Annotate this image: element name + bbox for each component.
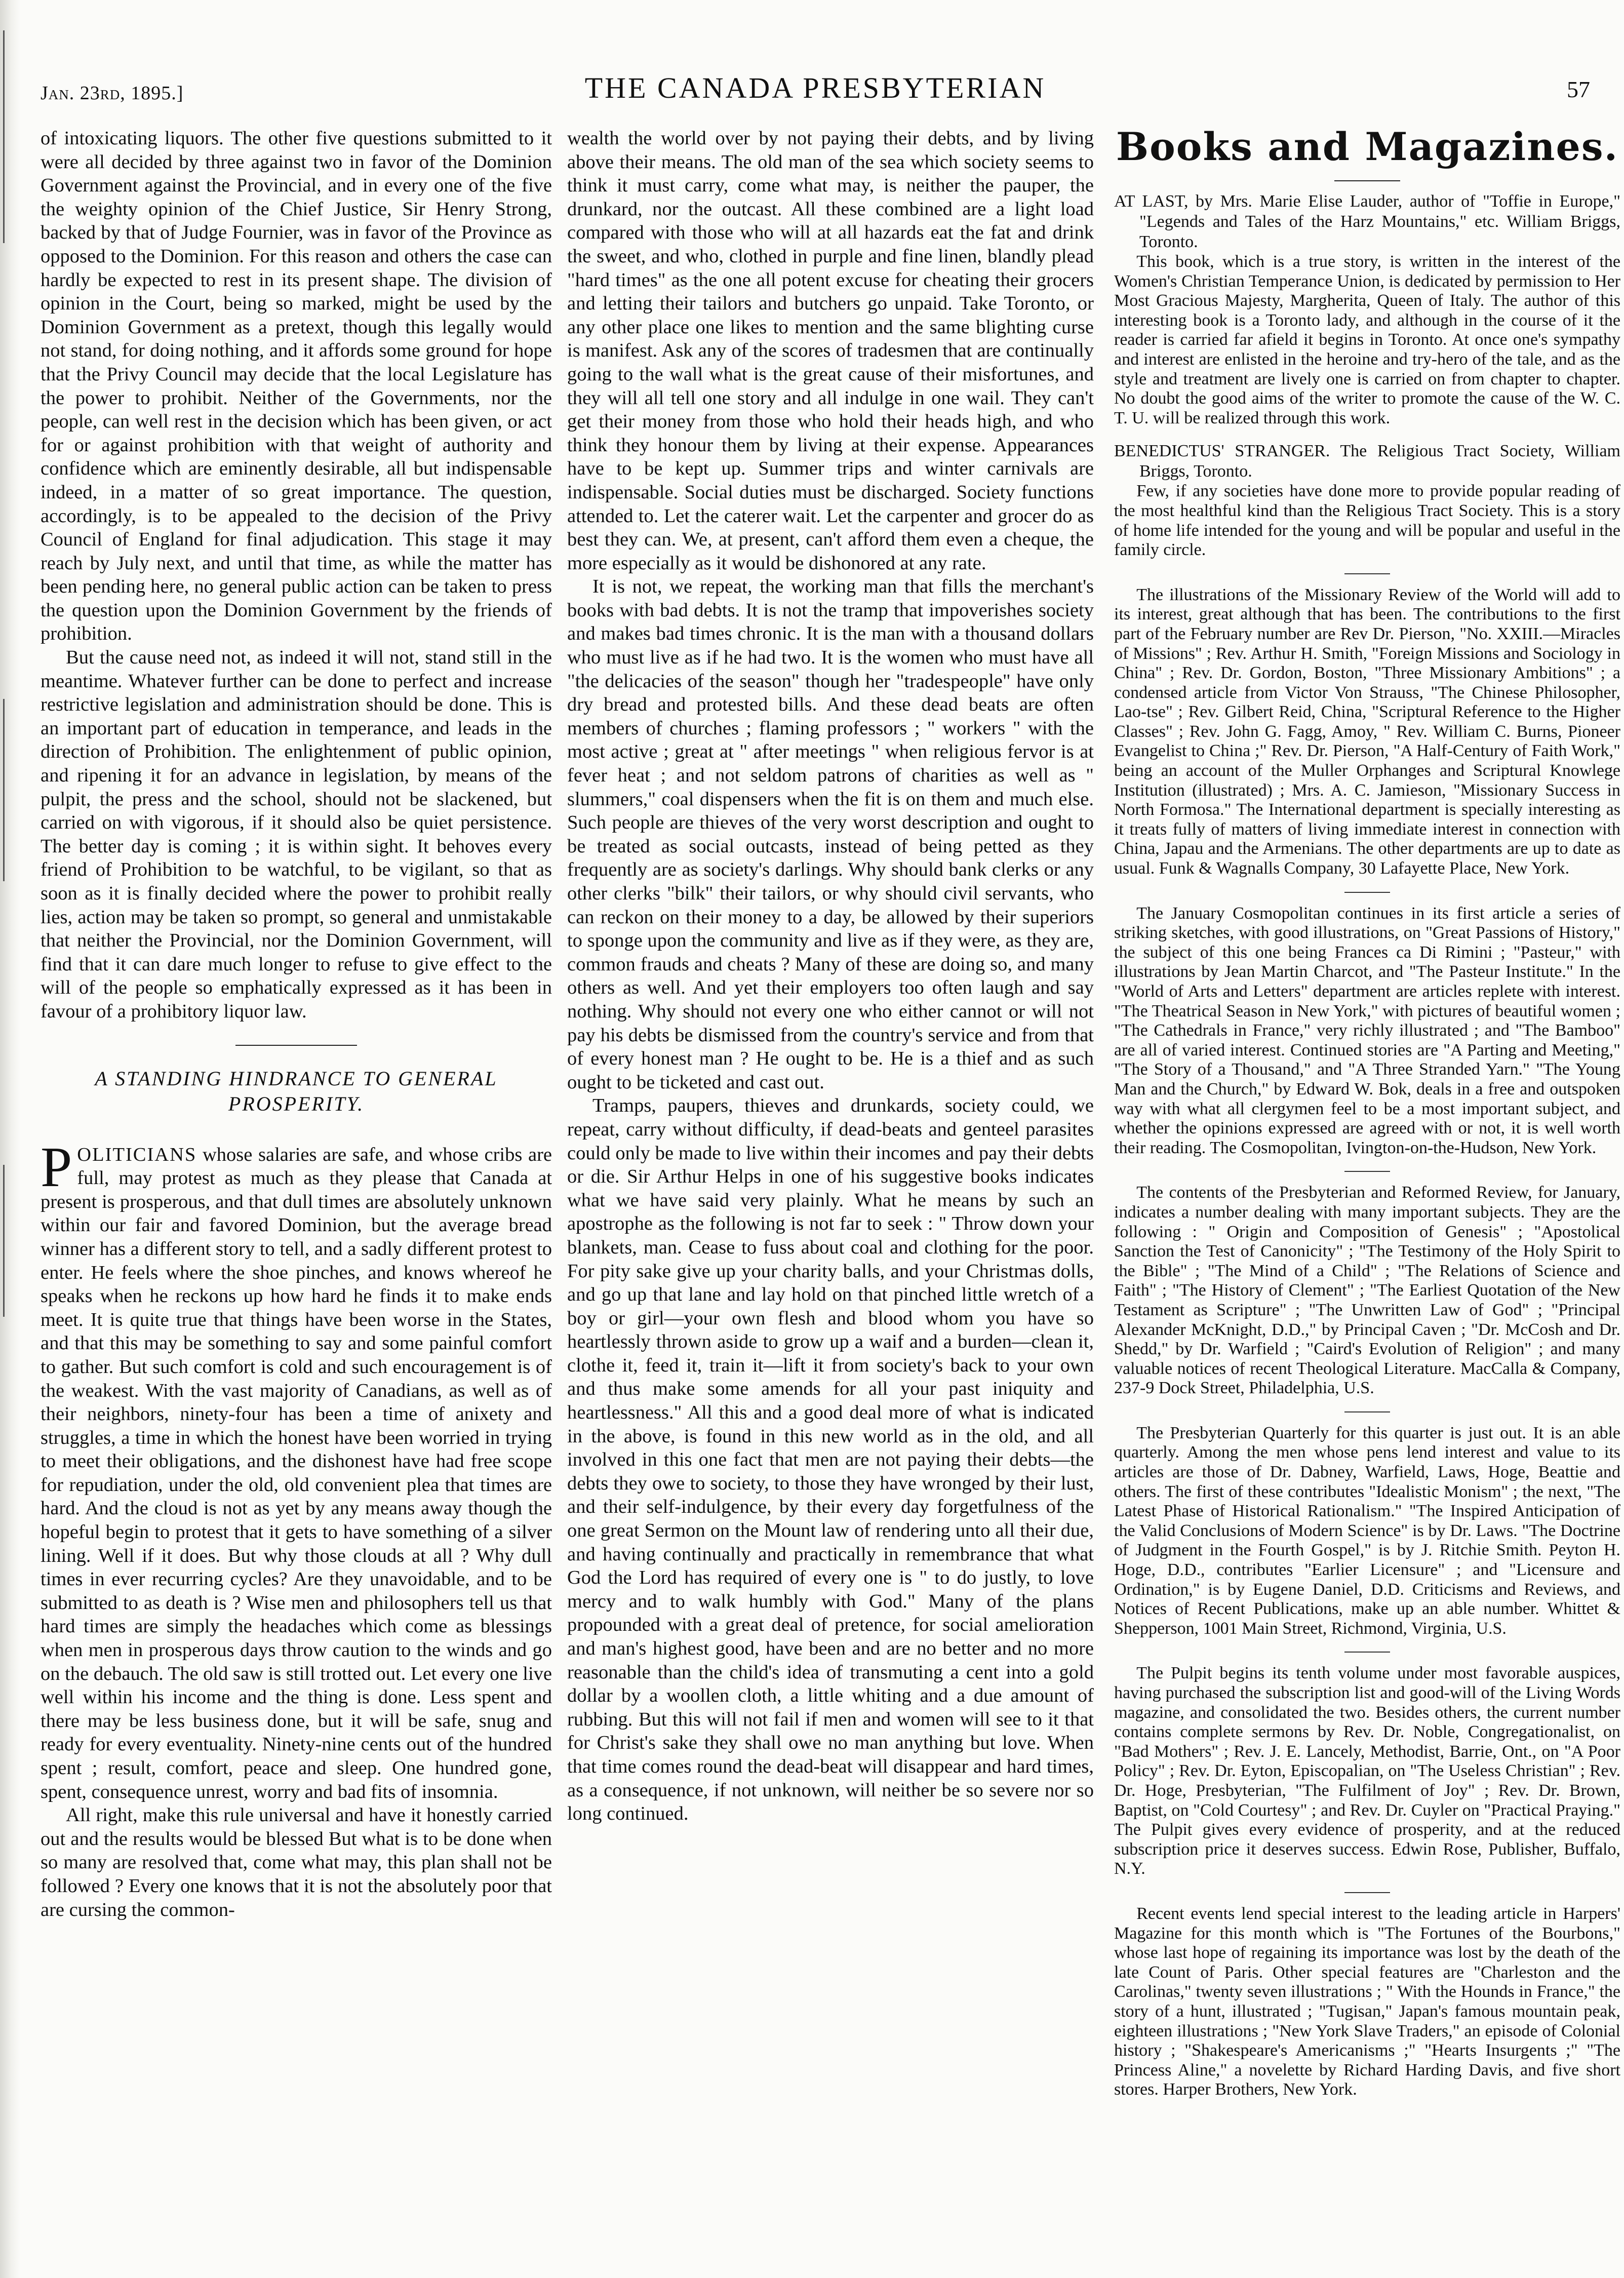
- article-paragraph: Tramps, paupers, thieves and drunkards, society could, we repeat, carry without difficulty, if dead-beats and genteel parasites could only be made to live within their incomes and pay their debts or die. Sir Arthur Helps in one of his suggestive books indicates what we have said very plainly. What he means by such an apostrophe as the following is not far to seek : " Throw down your blankets, man. Cease to fuss about coal and clothing for the poor. For pity sake give up your charity balls, and your Christmas dolls, and go up that lane and lay hold on that pinched little wretch of a boy or girl—your own flesh and blood whom you have so heartlessly thrown aside to grow up a waif and a burden—clean it, clothe it, feed it, train it—lift it from society's back to your own and thus make some amends for all your past iniquity and heartlessness." All this and a good deal more of what is indicated in the above, is found in this new world as in the old, and all involved in this one fact that men are not paying their debts—the debts they owe to society, to those they have wronged by their lust, and their self-indulgence, by their every day forgetfulness of the one great Sermon on the Mount law of rendering unto all their due, and having continually and practically in remembrance that what God the Lord has required of every one is " to do justly, to love mercy and to walk humbly with God." Many of the plans propounded with a great deal of pretence, for social amelioration and man's highest good, have been and are no better and no more reasonable than the child's idea of transmuting a cent into a gold dollar by a woollen cloth, a little whiting and a due amount of rubbing. But this will not fail if men and women will see to it that for Christ's sake they shall owe no man anything but love. When that time comes round the dead-beat will disappear and hard times, as a consequence, if not unknown, will neither be so severe nor so long continued.: [567, 1095, 1094, 1825]
- lead-words: OLITICIANS: [77, 1144, 197, 1165]
- drop-cap: P: [41, 1135, 72, 1199]
- binding-mark: [3, 699, 5, 881]
- review-heading: AT LAST, by Mrs. Marie Elise Lauder, author of "Toffie in Europe," "Legends and Tales of the Harz Mountains," etc. William Briggs, Toronto.: [1114, 192, 1620, 251]
- review-heading: BENEDICTUS' STRANGER. The Religious Tract Society, William Briggs, Toronto.: [1114, 442, 1620, 481]
- binding-edge: [0, 0, 20, 2278]
- binding-mark: [3, 30, 5, 243]
- notice-divider: [1344, 1171, 1390, 1172]
- magazine-notice: The illustrations of the Missionary Review of the World will add to its interest, great although that has been. The contributions to the first part of the February number are Rev Dr. Pierson, "No. XXIII.—Miracles of Missions" ; Rev. Arthur H. Smith, "Foreign Missions and Sociology in China" ; Rev. Dr. Gordon, Boston, "Three Missionary Ambitions" ; a condensed article from Victor Von Strauss, "The Chinese Philosopher, Lao-tse" ; Rev. Gilbert Reid, China, "Scriptural Reference to the Higher Classes" ; Rev. John G. Fagg, Amoy, " Rev. William C. Burns, Pioneer Evangelist to China ;" Rev. Dr. Pierson, "A Half-Century of Faith Work," being an account of the Muller Orphanges and Scriptural Knowlege Institution (illustrated) ; Mrs. A. C. Jamieson, "Missionary Success in North Formosa." The International department is specially interesting as it treats fully of matters of living immediate interest in connection with China, Japau and the Armenians. The other departments are up to date as usual. Funk & Wagnalls Company, 30 Lafayette Place, New York.: [1114, 585, 1620, 878]
- magazine-notice: The Pulpit begins its tenth volume under most favorable auspices, having purchased the subscription list and good-will of the Living Words magazine, and consolidated the two. Besides others, the current number contains complete sermons by Rev. Dr. Noble, Congregationalist, on "Bad Mothers" ; Rev. J. E. Lancely, Methodist, Barrie, Ont., on "A Poor Policy" ; Rev. Dr. Eyton, Episcopalian, on "The Useless Christian" ; Rev. Dr. Hoge, Presbyterian, "The Fulfilment of Joy" ; Rev. Dr. Brown, Baptist, on "Cold Courtesy" ; and Rev. Dr. Cuyler on "Practical Praying." The Pulpit gives every evidence of prosperity, and at the reduced subscription price it deserves success. Edwin Rose, Publisher, Buffalo, N.Y.: [1114, 1664, 1620, 1878]
- notice-divider: [1344, 573, 1390, 574]
- section-heading: Books and Magazines.: [1116, 124, 1619, 169]
- magazine-notice: The contents of the Presbyterian and Reformed Review, for January, indicates a number dealing with many important subjects. They are the following : " Origin and Composition of Genesis" ; "Apostolical Sanction the Test of Canonicity" ; "The Testimony of the Holy Spirit to the Bible" ; "The Mind of a Child" ; "The Relations of Science and Faith" ; "The History of Clement" ; "The Earliest Quotation of the New Testament as Scripture" ; "The Unwritten Law of God" ; "Principal Alexander McKnight, D.D.," by Principal Caven ; "Dr. McCosh and Dr. Shedd," by Dr. Warfield ; "Caird's Evolution of Religion" ; and many valuable notices of recent Theological Literature. MacCalla & Company, 237-9 Dock Street, Philadelphia, U.S.: [1114, 1183, 1620, 1398]
- heading-divider: [1334, 180, 1400, 181]
- magazine-notice: Recent events lend special interest to the leading article in Harpers' Magazine for this month which is "The Fortunes of the Bourbons," whose last hope of regaining its importance was lost by the death of the late Count of Paris. Other special features are "Charleston and the Carolinas," twenty seven illustrations ; " With the Hounds in France," the story of a hunt, illustrated ; "Tugisan," Japan's famous mountain peak, eighteen illustrations ; "New York Slave Traders," an episode of Colonial history ; "Shakespeare's Americanisms ;" "Hearts Insurgents ;" "The Princess Aline," a novelette by Richard Harding Davis, and five short stores. Harper Brothers, New York.: [1114, 1904, 1620, 2099]
- article-lead-paragraph: [41, 1135, 552, 1804]
- notice-divider: [1344, 1411, 1390, 1412]
- page-number: 57: [1567, 76, 1590, 102]
- notice-divider: [1344, 1652, 1390, 1653]
- notice-divider: [1344, 892, 1390, 893]
- article-title: A STANDING HINDRANCE TO GENERAL PROSPERITY.: [95, 1067, 498, 1115]
- article-paragraph: wealth the world over by not paying their debts, and by living above their means. The old man of the sea which society seems to think it must carry, come what may, is neither the pauper, the drunkard, nor the outcast. All these combined are a light load compared with those who will at all hazards eat the fat and drink the sweet, and who, clothed in purple and fine linen, blandly plead "hard times" as the one all potent excuse for cheating their grocers and letting their tailors and butchers go unpaid. Take Toronto, or any other place one likes to mention and the same blighting curse is manifest. Ask any of the scores of tradesmen that are continually going to the wall what is the great cause of their misfortunes, and they will all tell one story and all indulge in one wail. They can't get their money from those who hold their heads high, and who think they honour them by living at their expense. Appearances have to be kept up. Summer trips and winter carnivals are indispensable. Social duties must be discharged. Society functions attended to. Let the caterer wait. Let the carpenter and grocer do as best they can. We, at present, can't afford them even a cheque, the more especially as it would be dishonored at any rate.: [567, 128, 1094, 574]
- notice-divider: [1344, 1892, 1390, 1893]
- journal-title: THE CANADA PRESBYTERIAN: [584, 71, 1046, 104]
- article-paragraph: of intoxicating liquors. The other five questions submitted to it were all decided by three against two in favor of the Dominion Government against the Provincial, and in every one of the five the weighty opinion of the Chief Justice, Sir Henry Strong, backed by that of Judge Fournier, was in favor of the Province as opposed to the Dominion. For this reason and others the case can hardly be expected to rest in its present shape. The division of opinion in the Court, being so marked, might be used by the Dominion Government as a pretext, though this legally would not stand, for doing nothing, and it affords some ground for hope that the Privy Council may decide that the local Legislature has the power to prohibit. Neither of the Governments, nor the people, can well rest in the decision which has been given, or act for or against prohibition with that weight of authority and confidence which are eminently desirable, all but indispensable indeed, in a matter of so great importance. The question, accordingly, is to be appealed to the decision of the Privy Council of England for final adjudication. This stage it may reach by July next, and until that time, as while the matter has been pending here, no general public action can be taken to press the question upon the Dominion Government by the friends of prohibition.: [41, 128, 552, 645]
- page-header: [41, 71, 1590, 106]
- magazine-notice: The January Cosmopolitan continues in its first article a series of striking sketches, with good illustrations, on "Great Passions of History," the subject of this one being Frances ca Di Rimini ; "Pasteur," with illustrations by Jean Martin Charcot, and "The Pasteur Institute." In the "World of Arts and Letters" department are articles replete with interest. "The Theatrical Season in New York," with pictures of beautiful women ; "The Cathedrals in France," very richly illustrated ; and "The Bamboo" are all of varied interest. Continued stories are "A Parting and Meeting," "The Story of a Thousand," and "A Three Stranded Yarn." "The Young Man and the Church," by Edward W. Bok, deals in a free and outspoken way with what all clergymen feel to be a most important subject, and whether the opinions expressed are agreed with or not, it is well worth their reading. The Cosmopolitan, Ivington-on-the-Hudson, New York.: [1114, 904, 1620, 1157]
- column-1: [41, 127, 552, 1921]
- article-paragraph: It is not, we repeat, the working man that fills the merchant's books with bad debts. It is not the tramp that impoverishes society and makes bad times chronic. It is the man with a thousand dollars who must live as if he had two. It is the women who must have all "the delicacies of the season" though her "tradespeople" have only dry bread and protested bills. And these dead beats are often members of churches ; flaming professors ; " workers " with the most active ; great at " after meetings " when religious fervor is at fever heat ; and not seldom patrons of charities as well as " slummers," coal dispensers when the fit is on them and much else. Such people are thieves of the very worst description and ought to be treated as social outcasts, instead of being petted as they frequently are as society's darlings. Why should bank clerks or any other clerks "bilk" their tailors, or why should civil servants, who can reckon on their money to a day, be allowed by their superiors to sponge upon the community and live as if they were, as they are, common frauds and cheats ? Many of these are doing so, and many others as well. And yet their employers too often laugh and say nothing. Why should not every one who either cannot or will not pay his debts be dismissed from the country's service and from that of every honest man ? He ought to be. He is a thief and as such ought to be ticketed and cast out.: [567, 576, 1094, 1093]
- review-body: This book, which is a true story, is written in the interest of the Women's Christian Temperance Union, is dedicated by permission to Her Most Gracious Majesty, Margherita, Queen of Italy. The author of this interesting book is a Toronto lady, and although in the course of it the reader is carried far afield it begins in Toronto. At once one's sympathy and interest are enlisted in the heroine and try-hero of the tale, and as the style and treatment are lively one is carried on from chapter to chapter. No doubt the good aims of the writer to promote the cause of the W. C. T. U. will be realized through this work.: [1114, 252, 1620, 427]
- column-2: [567, 127, 1094, 1826]
- article-paragraph: But the cause need not, as indeed it will not, stand still in the meantime. Whatever further can be done to perfect and increase restrictive legislation and administration should be done. This is an important part of education in temperance, and leads in the direction of Prohibition. The enlightenment of public opinion, and ripening it for an advance in legislation, by means of the pulpit, the press and the school, should not be slackened, but carried on with vigorous, if it should also be quiet persistence. The better day is coming ; it is within sight. It behoves every friend of Prohibition to be watchful, to be vigilant, so that as soon as it is finally decided where the power to prohibit really lies, action may be taken so prompt, so general and unmistakable that neither the Provincial, nor the Dominion Government, will find that it can dare much longer to refuse to give effect to the will of the people so emphatically expressed as it has been in favour of a prohibitory liquor law.: [41, 647, 552, 1022]
- review-body: Few, if any societies have done more to provide popular reading of the most healthful kind than the Religious Tract Society. This is a story of home life intended for the young and will be popular and useful in the family circle.: [1114, 482, 1620, 560]
- issue-date: Jan. 23rd, 1895.]: [41, 83, 184, 104]
- magazine-notice: The Presbyterian Quarterly for this quarter is just out. It is an able quarterly. Among the men whose pens lend interest and value to its articles are those of Dr. Dabney, Warfield, Laws, Hoge, Beattie and others. The first of these contributes "Idealistic Monism" ; the next, "The Latest Phase of Historical Rationalism." "The Inspired Anticipation of the Valid Conclusions of Modern Science" is by Dr. Laws. "The Doctrine of Judgment in the Fourth Gospel," is by J. Ritchie Smith. Peyton H. Hoge, D.D., contributes "Earlier Licensure" ; and "Licensure and Ordination," is by Eugene Daniel, D.D. Criticisms and Reviews, and Notices of Recent Publications, make up an able number. Whittet & Shepperson, 1001 Main Street, Richmond, Virginia, U.S.: [1114, 1423, 1620, 1638]
- section-divider: [235, 1045, 357, 1046]
- column-3: [1114, 122, 1620, 2113]
- article-paragraph: All right, make this rule universal and have it honestly carried out and the results would be blessed But what is to be done when so many are resolved that, come what may, this plan shall not be followed ? Every one knows that it is not the absolutely poor that are cursing the common-: [41, 1804, 552, 1920]
- lead-paragraph-text: whose salaries are safe, and whose cribs are full, may protest as much as they please that Canada at present is prosperous, and that dull times are absolutely unknown within our fair and favored Dominion, but the average bread winner has a different story to tell, and a sadly different protest to enter. He feels where the shoe pinches, and knows whereof he speaks when he reckons up how hard he finds it to make ends meet. It is quite true that things have been worse in the States, and that this may be something to say and some painful comfort to gather. But such comfort is cold and such encouragement is of the weakest. With the vast majority of Canadians, as well as of their neighbors, ninety-four has been a time of anixety and struggles, a time in which the honest have been worried in trying to meet their obligations, and the dishonest have had free scope for repudiation, under the old, old convenient plea that times are hard. And the cloud is not as yet by any means away though the hopeful begin to protest that it gets to have something of a silver lining. Well if it does. But why those clouds at all ? Why dull times in ever recurring cycles? Are they unavoidable, and to be submitted to as death is ? Wise men and philosophers tell us that hard times are simply the headaches which come as blessings when men in prosperous days throw caution to the winds and go on the debauch. The old saw is still trotted out. Let every one live well within his income and the thing is done. Less spent and there may be less business done, but it will be safe, snug and ready for every eventuality. Ninety-nine cents out of the hundred spent ; result, comfort, peace and sleep. One hundred gone, spent, consequence unrest, worry and bad fits of insomnia.: [41, 1144, 552, 1802]
- binding-mark: [3, 1165, 5, 1317]
